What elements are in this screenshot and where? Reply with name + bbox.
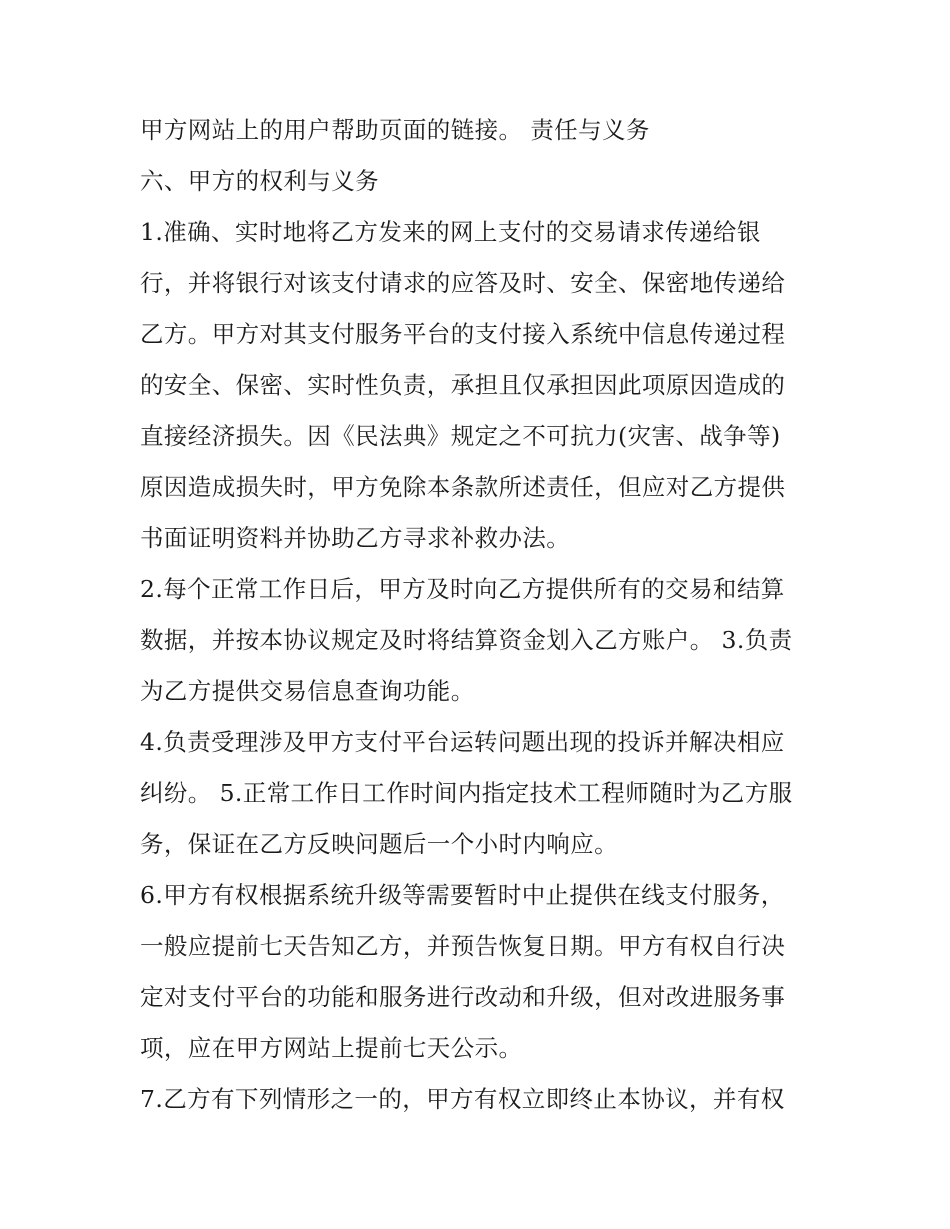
text-line: 数据，并按本协议规定及时将结算资金划入乙方账户。 3.负责 — [140, 626, 793, 654]
text-line: 行，并将银行对该支付请求的应答及时、安全、保密地传递给 — [140, 269, 786, 297]
text-line: 原因造成损失时，甲方免除本条款所述责任，但应对乙方提供 — [140, 473, 786, 501]
text-line: 务，保证在乙方反映问题后一个小时内响应。 — [140, 830, 618, 858]
section-heading: 六、甲方的权利与义务 — [140, 167, 379, 195]
text-line: 纠纷。 5.正常工作日工作时间内指定技术工程师随时为乙方服 — [140, 779, 793, 807]
text-line: 2.每个正常工作日后，甲方及时向乙方提供所有的交易和结算 — [140, 575, 785, 603]
text-line: 的安全、保密、实时性负责，承担且仅承担因此项原因造成的 — [140, 371, 786, 399]
document-body — [140, 108, 820, 1128]
text-line: 1.准确、实时地将乙方发来的网上支付的交易请求传递给银 — [140, 218, 761, 246]
text-line: 定对支付平台的功能和服务进行改动和升级，但对改进服务事 — [140, 983, 786, 1011]
text-line: 7.乙方有下列情形之一的，甲方有权立即终止本协议，并有权 — [140, 1085, 785, 1113]
text-line: 一般应提前七天告知乙方，并预告恢复日期。甲方有权自行决 — [140, 932, 786, 960]
text-line: 4.负责受理涉及甲方支付平台运转问题出现的投诉并解决相应 — [140, 728, 785, 756]
text-line: 甲方网站上的用户帮助页面的链接。 责任与义务 — [140, 116, 650, 144]
text-line: 6.甲方有权根据系统升级等需要暂时中止提供在线支付服务， — [140, 881, 785, 909]
text-line: 直接经济损失。因《民法典》规定之不可抗力(灾害、战争等) — [140, 422, 781, 450]
text-line: 书面证明资料并协助乙方寻求补救办法。 — [140, 524, 571, 552]
text-line: 乙方。甲方对其支付服务平台的支付接入系统中信息传递过程 — [140, 320, 786, 348]
text-line: 为乙方提供交易信息查询功能。 — [140, 677, 475, 705]
text-line: 项，应在甲方网站上提前七天公示。 — [140, 1034, 523, 1062]
